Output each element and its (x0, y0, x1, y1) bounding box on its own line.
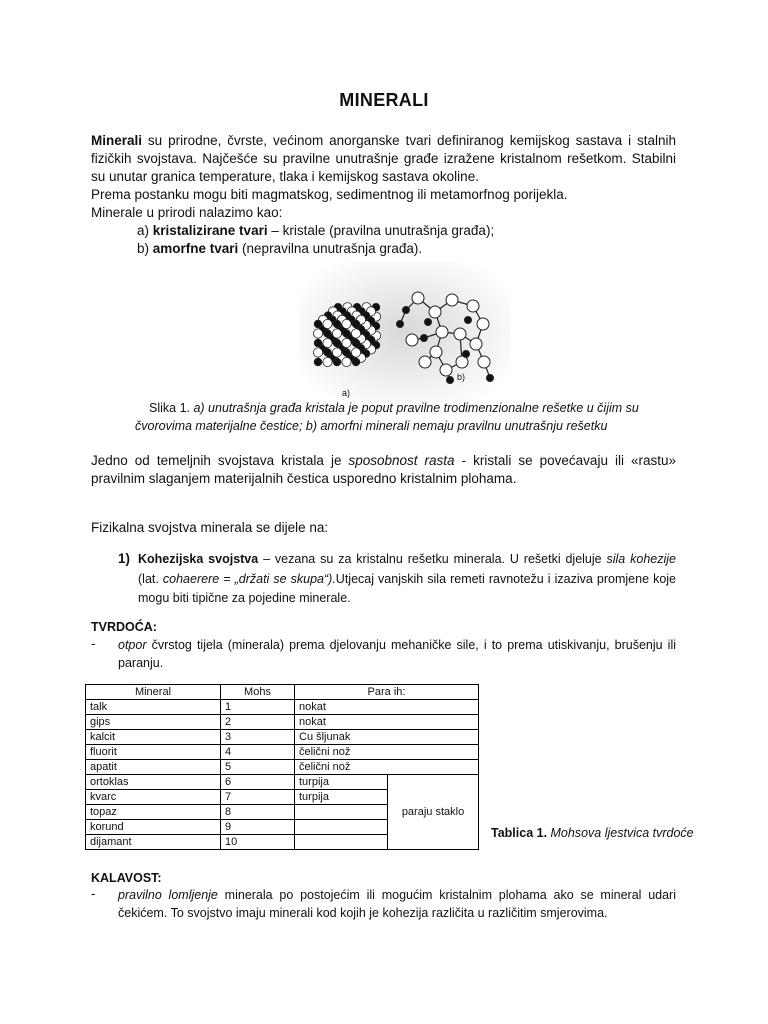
cell-mohs: 10 (221, 835, 295, 850)
cleavage-definition (118, 886, 676, 922)
lattice-particle (323, 338, 332, 347)
cell-para: Cu šljunak (295, 730, 479, 745)
cohesion-italic-1: sila kohezije (606, 552, 676, 566)
caption-prefix: Slika 1. (149, 401, 194, 415)
cell-mineral: talk (86, 700, 221, 715)
header-para: Para ih: (295, 685, 479, 700)
cell-para (295, 820, 388, 835)
physical-intro: Fizikalna svojstva minerala se dijele na: (91, 520, 329, 535)
lattice-particle (342, 338, 351, 347)
lattice-particle (323, 357, 332, 366)
list-a-text: – kristale (pravilna unutrašnja građa); (267, 223, 495, 238)
cell-mohs: 7 (221, 790, 295, 805)
physical-item-number: 1) (118, 551, 131, 566)
lattice-particle (343, 330, 351, 338)
lattice-particle (352, 339, 360, 347)
hardness-definition (118, 636, 676, 672)
list-a-prefix: a) (137, 223, 153, 238)
lattice-particle (333, 320, 341, 328)
table-caption-italic: Mohsova ljestvica tvrdoće (547, 826, 694, 840)
found-as-line: Minerale u prirodi nalazimo kao: (91, 205, 283, 220)
cell-para (295, 805, 388, 820)
lattice-particle (332, 329, 341, 338)
cell-mineral: dijamant (86, 835, 221, 850)
table-caption (491, 826, 694, 840)
cell-para: turpija (295, 790, 388, 805)
cleavage-heading: KALAVOST: (91, 871, 162, 885)
cleavage-italic: pravilno lomljenje (118, 888, 218, 902)
cell-mineral: fluorit (86, 745, 221, 760)
cell-mineral: apatit (86, 760, 221, 775)
lattice-particle (333, 358, 341, 366)
cell-mohs: 6 (221, 775, 295, 790)
mohs-table (85, 684, 479, 850)
figure-label-b: b) (457, 372, 466, 382)
lattice-particle (323, 319, 332, 328)
page-title: MINERALI (339, 90, 429, 110)
cell-para: nokat (295, 700, 479, 715)
cell-mohs: 5 (221, 760, 295, 775)
table-row (86, 775, 479, 790)
hardness-dash: - (91, 636, 96, 651)
cohesion-paragraph (138, 550, 676, 609)
cell-mohs: 1 (221, 700, 295, 715)
cohesion-italic-2: cohaerere = „držati se skupa“). (162, 571, 336, 586)
cell-merged-glass: paraju staklo (388, 775, 479, 850)
table-row (86, 715, 479, 730)
cohesion-text-2: (lat. (138, 571, 163, 586)
list-item-a (137, 223, 494, 238)
list-b-prefix: b) (137, 241, 153, 256)
table-row (86, 700, 479, 715)
lattice-particle (342, 319, 351, 328)
lattice-particle (314, 358, 322, 366)
cell-mineral: gips (86, 715, 221, 730)
list-b-bold: amorfne tvari (152, 241, 239, 256)
cell-mineral: kalcit (86, 730, 221, 745)
lattice-particle (314, 339, 322, 347)
cell-mohs: 8 (221, 805, 295, 820)
cell-para: čelični nož (295, 745, 479, 760)
table-row (86, 745, 479, 760)
figure-label-a: a) (342, 388, 351, 398)
caption-text: a) unutrašnja građa kristala je poput pravilne trodimenzionalne rešetke u čijim su čvorovima materijalne čestice; b) amorfni minerali nemaju pravilnu unutrašnju rešetku (135, 401, 639, 433)
cell-mohs: 9 (221, 820, 295, 835)
cleavage-dash: - (91, 886, 96, 901)
lattice-particle (351, 348, 360, 357)
hardness-italic: otpor (118, 638, 147, 652)
growth-text-1: Jedno od temeljnih svojstava kristala je (91, 453, 349, 468)
table-row (86, 760, 479, 775)
cell-mohs: 3 (221, 730, 295, 745)
lattice-particle (352, 320, 360, 328)
origin-line: Prema postanku mogu biti magmatskog, sedimentnog ili metamorfnog porijekla. (91, 187, 568, 202)
growth-italic: sposobnost rasta (348, 453, 455, 468)
cohesion-text-3: Utjecaj vanjskih sila remeti ravnotežu i izaziva promjene koje mogu biti tipične za pojedine minerale. (138, 571, 677, 605)
cell-mineral: ortoklas (86, 775, 221, 790)
list-a-bold: kristalizirane tvari (152, 223, 268, 238)
cell-mineral: topaz (86, 805, 221, 820)
table-header-row (86, 685, 479, 700)
lattice-particle (313, 348, 322, 357)
header-mohs: Mohs (221, 685, 295, 700)
lattice-particle (324, 330, 332, 338)
lattice-particle (351, 329, 360, 338)
cell-mineral: korund (86, 820, 221, 835)
intro-paragraph (91, 132, 676, 187)
intro-text: su prirodne, čvrste, većinom anorganske tvari definiranog kemijskog sastava i stalnih fizičkih svojstava. Najčešće su pravilne unutrašnje građe izražene kristalnom rešetkom. Stabilni su unutar granica temperature, tlaka i kemijskog sastava okoline. (91, 133, 676, 185)
cell-mohs: 2 (221, 715, 295, 730)
list-item-b (137, 241, 422, 256)
lattice-particle (342, 357, 351, 366)
crystal-lattice-figure (300, 262, 510, 402)
header-mineral: Mineral (86, 685, 221, 700)
cell-para: čelični nož (295, 760, 479, 775)
growth-paragraph (91, 452, 676, 488)
hardness-heading: TVRDOĆA: (91, 620, 157, 634)
list-b-text: (nepravilna unutrašnja građa). (238, 241, 423, 256)
lattice-particle (333, 339, 341, 347)
figure-caption (135, 400, 675, 435)
hardness-text: čvrstog tijela (minerala) prema djelovanju mehaničke sile, i to prema utiskivanju, brušenju ili paranju. (118, 638, 676, 670)
table-row (86, 730, 479, 745)
lattice-particle (352, 358, 360, 366)
cohesion-text-1: – vezana su za kristalnu rešetku minerala. U rešetki djeluje (258, 552, 607, 566)
cell-para: turpija (295, 775, 388, 790)
cell-para: nokat (295, 715, 479, 730)
cell-para (295, 835, 388, 850)
cell-mineral: kvarc (86, 790, 221, 805)
cell-mohs: 4 (221, 745, 295, 760)
cleavage-text: minerala po postojećim ili mogućim kristalnim plohama ako se mineral udari čekićem. To svojstvo imaju minerali kod kojih je kohezija različita u različitim smjerovima. (118, 888, 676, 920)
cohesion-bold: Kohezijska svojstva (138, 552, 259, 566)
lattice-particle (314, 320, 322, 328)
lattice-particle (343, 349, 351, 357)
lattice-particle (332, 348, 341, 357)
lattice-particle (313, 329, 322, 338)
table-caption-bold: Tablica 1. (491, 826, 548, 840)
lattice-particle (324, 349, 332, 357)
growth-text-2: - kristali se povećavaju ili «rastu» pravilnim slaganjem materijalnih čestica usporedno kristalnim plohama. (91, 453, 677, 487)
intro-bold-word: Minerali (91, 133, 143, 148)
